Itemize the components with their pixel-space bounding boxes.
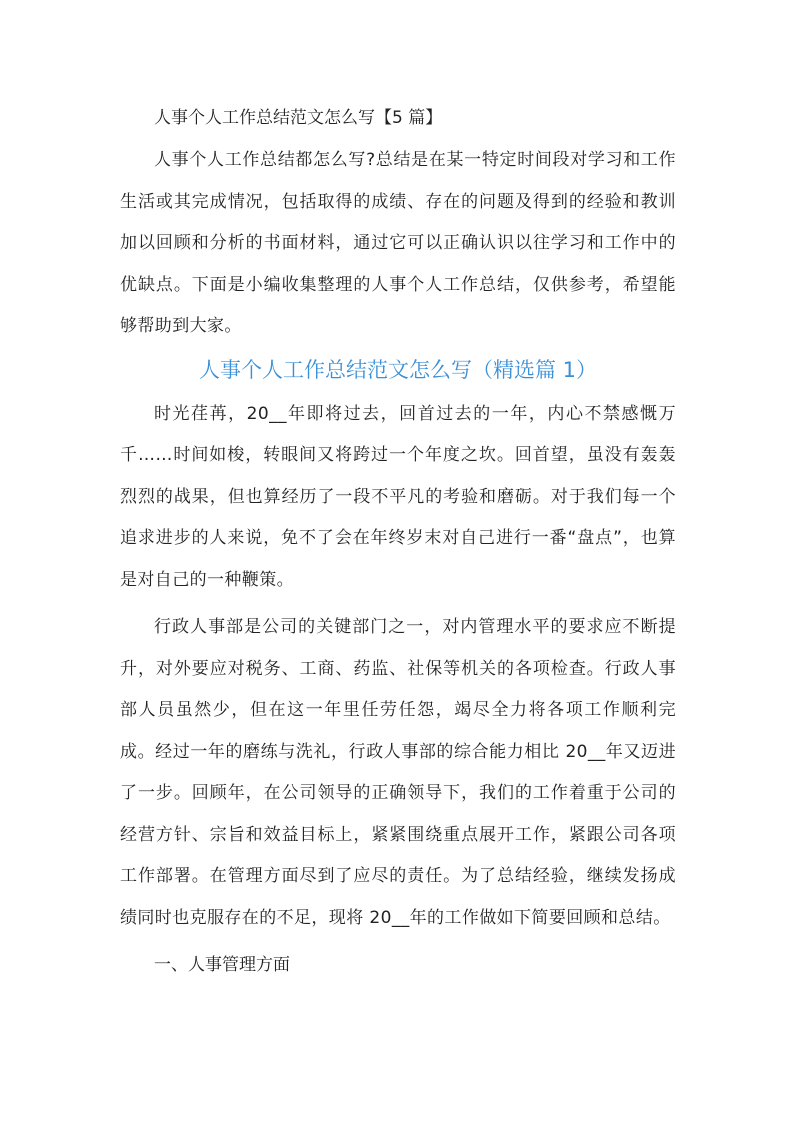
body-paragraph: 行政人事部是公司的关键部门之一，对内管理水平的要求应不断提升，对外要应对税务、工商、药监、社保等机关的各项检查。行政人事部人员虽然少，但在这一年里任劳任怨，竭尽全力将各项工作顺利完成。经过一年的磨练与洗礼，行政人事部的综合能力相比 20__年又迈进了一步。回顾年，在公司领导的正确领导下，我们的工作着重于公司的经营方针、宗旨和效益目标上，紧紧围绕重点展开工作，紧跟公司各项工作部署。在管理方面尽到了应尽的责任。为了总结经验，继续发扬成绩同时也克服存在的不足，现将 20__年的工作做如下简要回顾和总结。	[120, 617, 676, 928]
body-paragraph: 时光荏苒，20__年即将过去，回首过去的一年，内心不禁感慨万千……时间如梭，转眼间又将跨过一个年度之坎。回首望，虽没有轰轰烈烈的战果，但也算经历了一段不平凡的考验和磨砺。对于我们每一个追求进步的人来说，免不了会在年终岁末对自己进行一番“盘点”，也算是对自己的一种鞭策。	[120, 403, 676, 590]
section-title: 人事个人工作总结范文怎么写（精选篇 1）	[198, 357, 598, 382]
document-body	[120, 100, 676, 986]
intro-paragraph: 人事个人工作总结都怎么写?总结是在某一特定时间段对学习和工作生活或其完成情况，包括取得的成绩、存在的问题及得到的经验和教训加以回顾和分析的书面材料，通过它可以正确认识以往学习和工作中的优缺点。下面是小编收集整理的人事个人工作总结，仅供参考，希望能够帮助到大家。	[120, 150, 676, 336]
document-heading: 人事个人工作总结范文怎么写【5 篇】	[154, 108, 443, 128]
subheading: 一、人事管理方面	[154, 955, 290, 975]
